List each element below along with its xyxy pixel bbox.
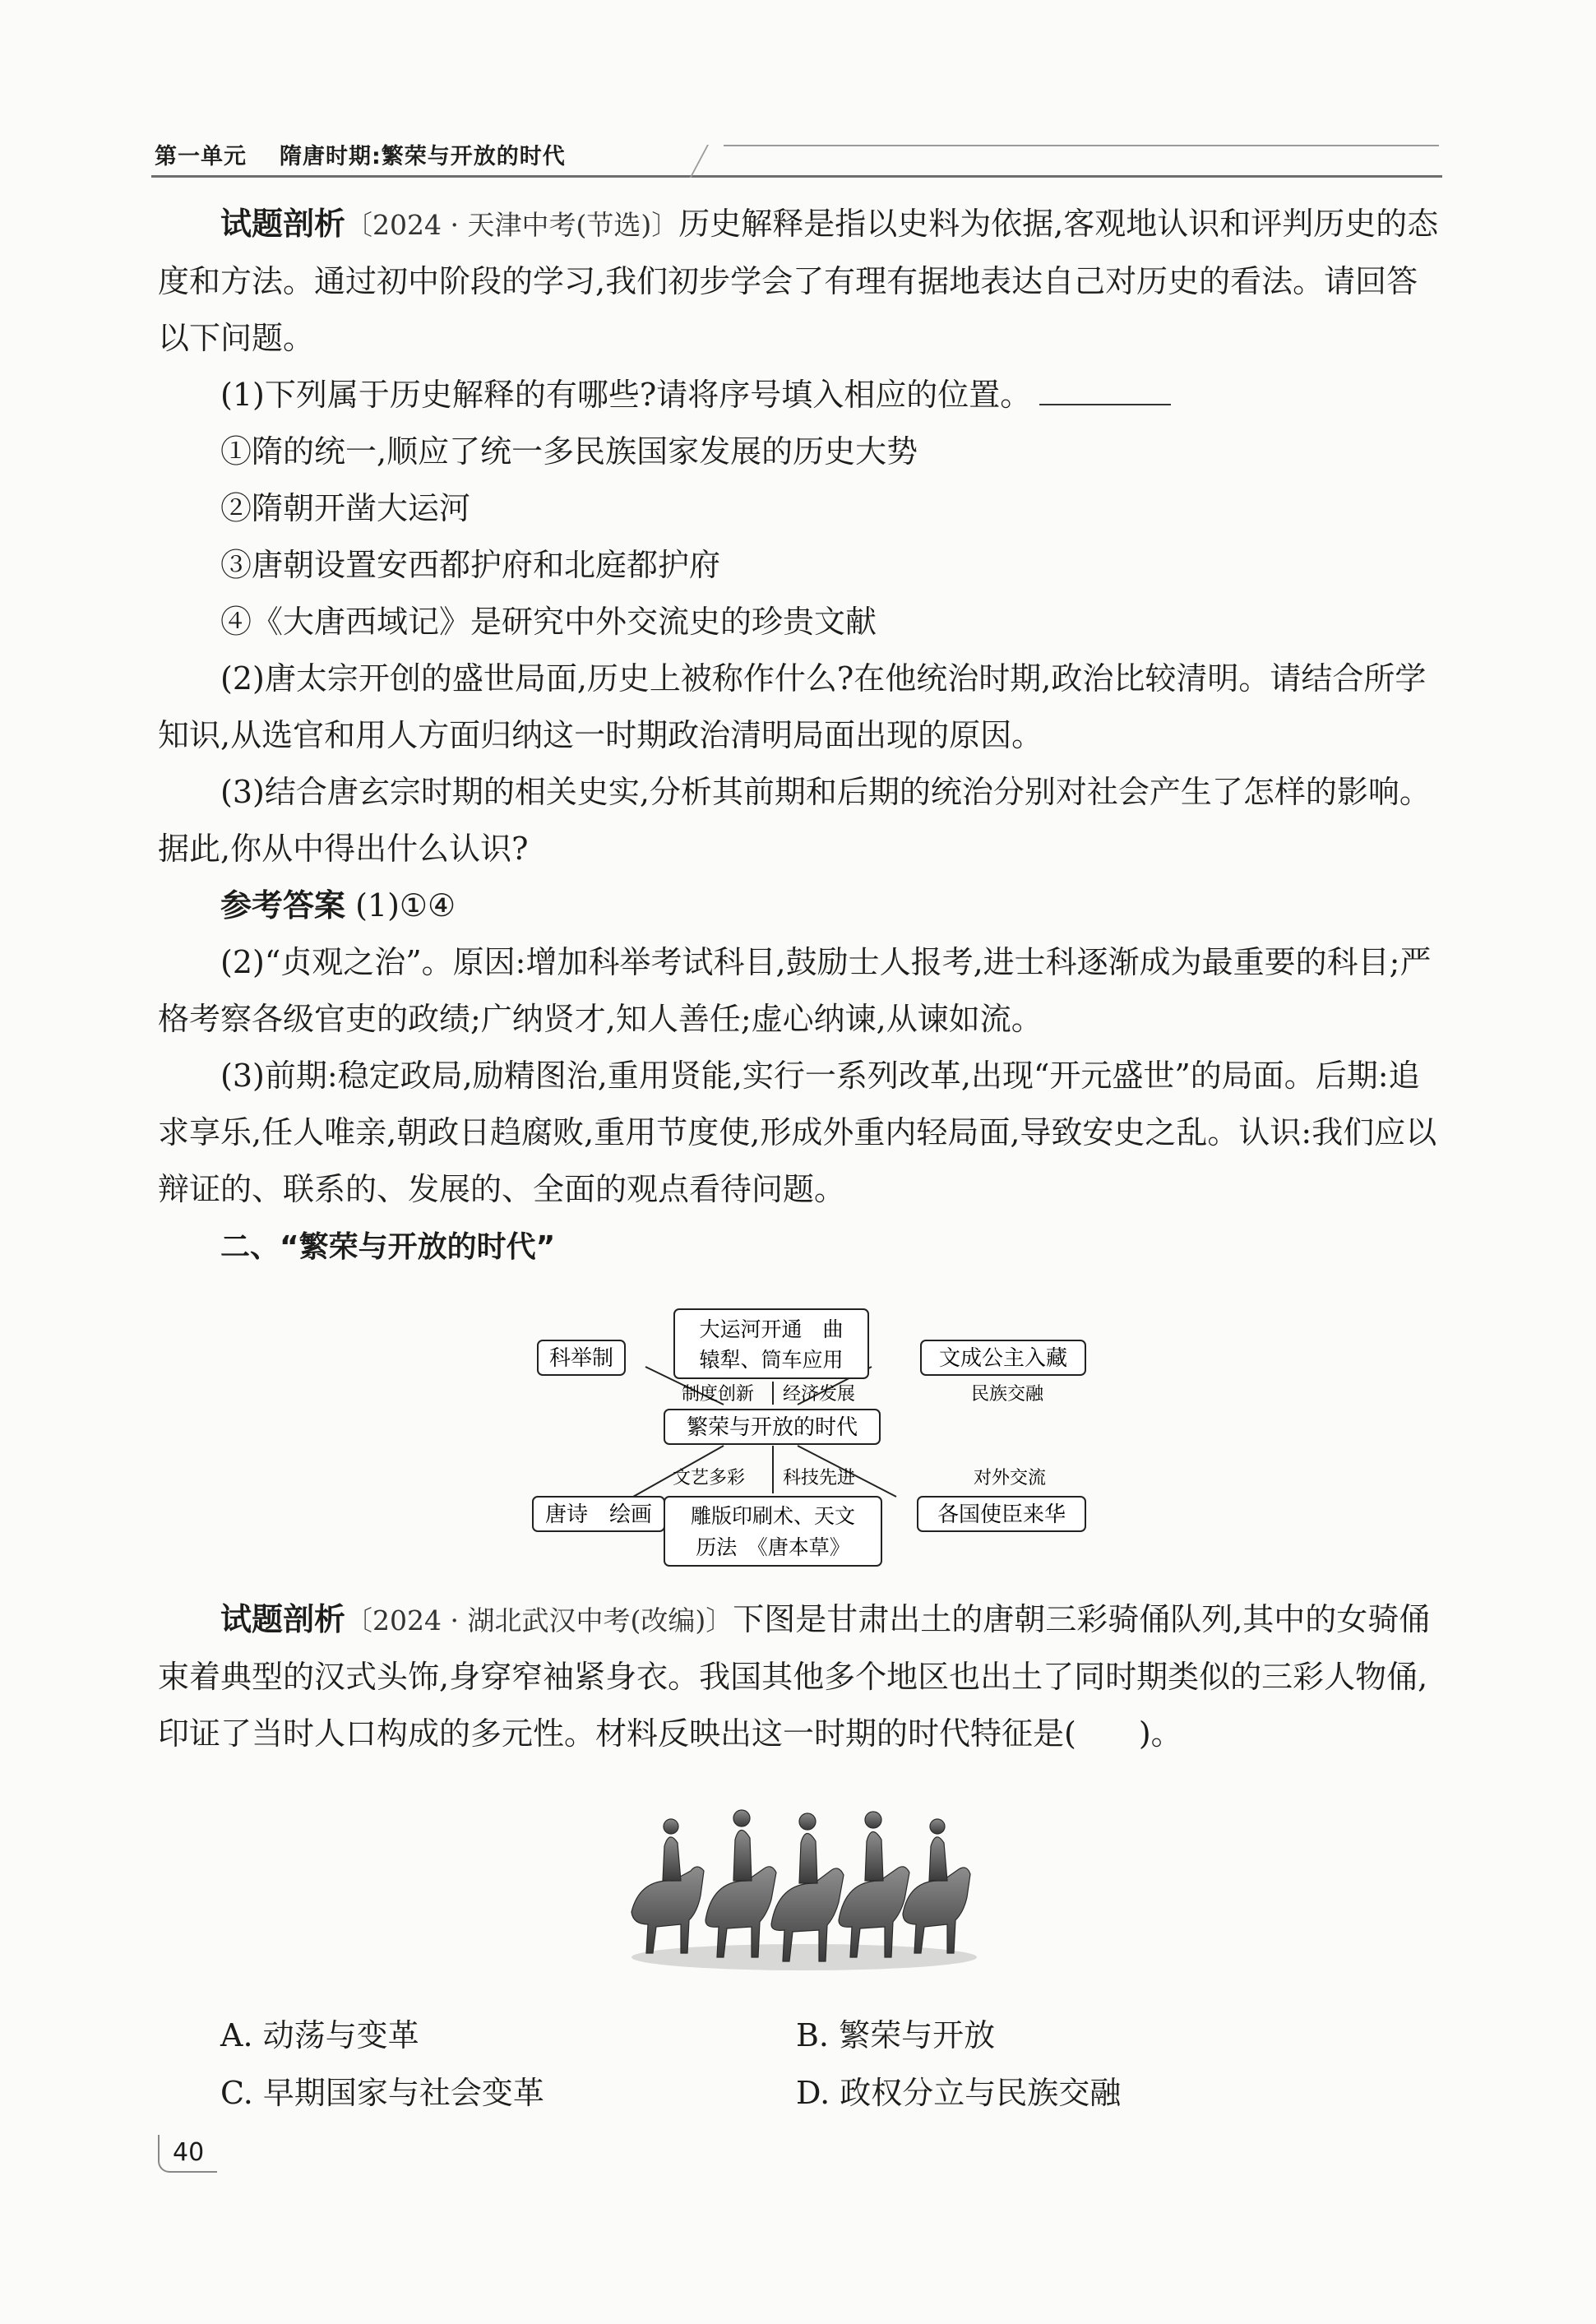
header-tab-slant xyxy=(690,145,742,178)
q1-stem-text: 历史解释是指以史料为依据,客观地认识和评判历史的态度和方法。通过初中阶段的学习,我们初步学会了有理有据地表达自己对历史的看法。请回答以下问题。 xyxy=(158,206,1439,356)
q1-item-2: ②隋朝开凿大运河 xyxy=(220,490,471,526)
text-wencheng: 文成公主入藏 xyxy=(938,1346,1068,1371)
text-printing-2: 历法 《唐本草》 xyxy=(696,1535,850,1559)
q1-item-3: ③唐朝设置安西都护府和北庭都护府 xyxy=(220,547,721,583)
option-c[interactable]: C. 早期国家与社会变革 xyxy=(220,2075,544,2111)
answer-blank[interactable] xyxy=(1039,379,1171,405)
label-minzu: 民族交融 xyxy=(970,1384,1044,1405)
q1-item-4: ④《大唐西域记》是研究中外交流史的珍贵文献 xyxy=(220,604,877,640)
q2-stem xyxy=(158,1591,1441,1762)
header-tab-rule xyxy=(724,145,1439,146)
option-a[interactable]: A. 动荡与变革 xyxy=(220,2017,419,2053)
label-wenyi: 文艺多彩 xyxy=(672,1468,746,1488)
label-duiwai: 对外交流 xyxy=(973,1468,1047,1488)
q1-tag: 试题剖析 xyxy=(220,206,346,242)
concept-diagram xyxy=(526,1299,1102,1571)
figurines-illustration xyxy=(615,1789,993,1978)
section-2-title-text: 二、“繁荣与开放的时代” xyxy=(220,1230,556,1264)
page-number: 40 xyxy=(173,2138,205,2167)
q2-stem-text: 下图是甘肃出土的唐朝三彩骑俑队列,其中的女骑俑束着典型的汉式头饰,身穿窄袖紧身衣。我国其他多个地区也出土了同时期类似的三彩人物俑,印证了当时人口构成的多元性。材料反映出这一时期的时代特征是( )。 xyxy=(158,1601,1431,1752)
q1-stem xyxy=(158,196,1441,367)
q1-answer-2: (2)“贞观之治”。原因:增加科举考试科目,鼓励士人报考,进士科逐渐成为最重要的科目;严格考察各级官吏的政绩;广纳贤才,知人善任;虚心纳谏,从谏如流。 xyxy=(158,944,1432,1037)
label-zhidu: 制度创新 xyxy=(681,1384,755,1405)
q1-source: 〔2024 · 天津中考(节选)〕 xyxy=(345,209,679,241)
text-canal-1: 大运河开通 曲 xyxy=(699,1317,844,1341)
unit-label: 第一单元 xyxy=(155,144,247,169)
running-header xyxy=(155,138,566,170)
options-row-2 xyxy=(220,2064,1372,2122)
answer-tag: 参考答案 xyxy=(220,887,346,924)
answer-1-text: (1)①④ xyxy=(355,887,456,924)
q1-sub2: (2)唐太宗开创的盛世局面,历史上被称作什么?在他统治时期,政治比较清明。请结合所学知识,从选官和用人方面归纳这一时期政治清明局面出现的原因。 xyxy=(158,660,1427,753)
tang-sancai-figurines-photo xyxy=(615,1789,993,1978)
section-2-title xyxy=(158,1218,1441,1275)
question-2 xyxy=(158,1591,1441,1762)
q1-answer-3: (3)前期:稳定政局,励精图治,重用贤能,实行一系列改革,出现“开元盛世”的局面。后期:追求享乐,任人唯亲,朝政日趋腐败,重用节度使,形成外重内轻局面,导致安史之乱。认识:我们应以辩证的、联系的、发展的、全面的观点看待问题。 xyxy=(158,1058,1437,1207)
q1-sub1-text: (1)下列属于历史解释的有哪些?请将序号填入相应的位置。 xyxy=(220,377,1032,413)
answer-options xyxy=(220,2007,1372,2122)
question-1 xyxy=(158,196,1441,1275)
label-keji: 科技先进 xyxy=(782,1468,856,1488)
text-keju: 科举制 xyxy=(548,1346,614,1371)
header-rule xyxy=(151,175,1442,178)
q1-sub3: (3)结合唐玄宗时期的相关史实,分析其前期和后期的统治分别对社会产生了怎样的影响。据此,你从中得出什么认识? xyxy=(158,774,1431,867)
option-d[interactable]: D. 政权分立与民族交融 xyxy=(796,2075,1122,2111)
q2-tag: 试题剖析 xyxy=(220,1601,346,1637)
unit-title: 隋唐时期:繁荣与开放的时代 xyxy=(280,144,566,169)
text-canal-2: 辕犁、筒车应用 xyxy=(699,1348,844,1372)
text-poetry: 唐诗 绘画 xyxy=(544,1502,653,1527)
label-jingji: 经济发展 xyxy=(782,1384,856,1405)
text-envoys: 各国使臣来华 xyxy=(937,1502,1066,1527)
text-printing-1: 雕版印刷术、天文 xyxy=(690,1504,856,1528)
text-center: 繁荣与开放的时代 xyxy=(686,1415,858,1440)
concept-diagram-svg xyxy=(526,1299,1102,1571)
q1-answer-1 xyxy=(158,877,1441,934)
horse-riders-group xyxy=(631,1810,970,1961)
q2-source: 〔2024 · 湖北武汉中考(改编)〕 xyxy=(345,1604,733,1637)
q1-sub1 xyxy=(158,367,1441,424)
q1-item-1: ①隋的统一,顺应了统一多民族国家发展的历史大势 xyxy=(220,433,918,470)
option-b[interactable]: B. 繁荣与开放 xyxy=(796,2017,996,2053)
options-row-1 xyxy=(220,2007,1372,2064)
